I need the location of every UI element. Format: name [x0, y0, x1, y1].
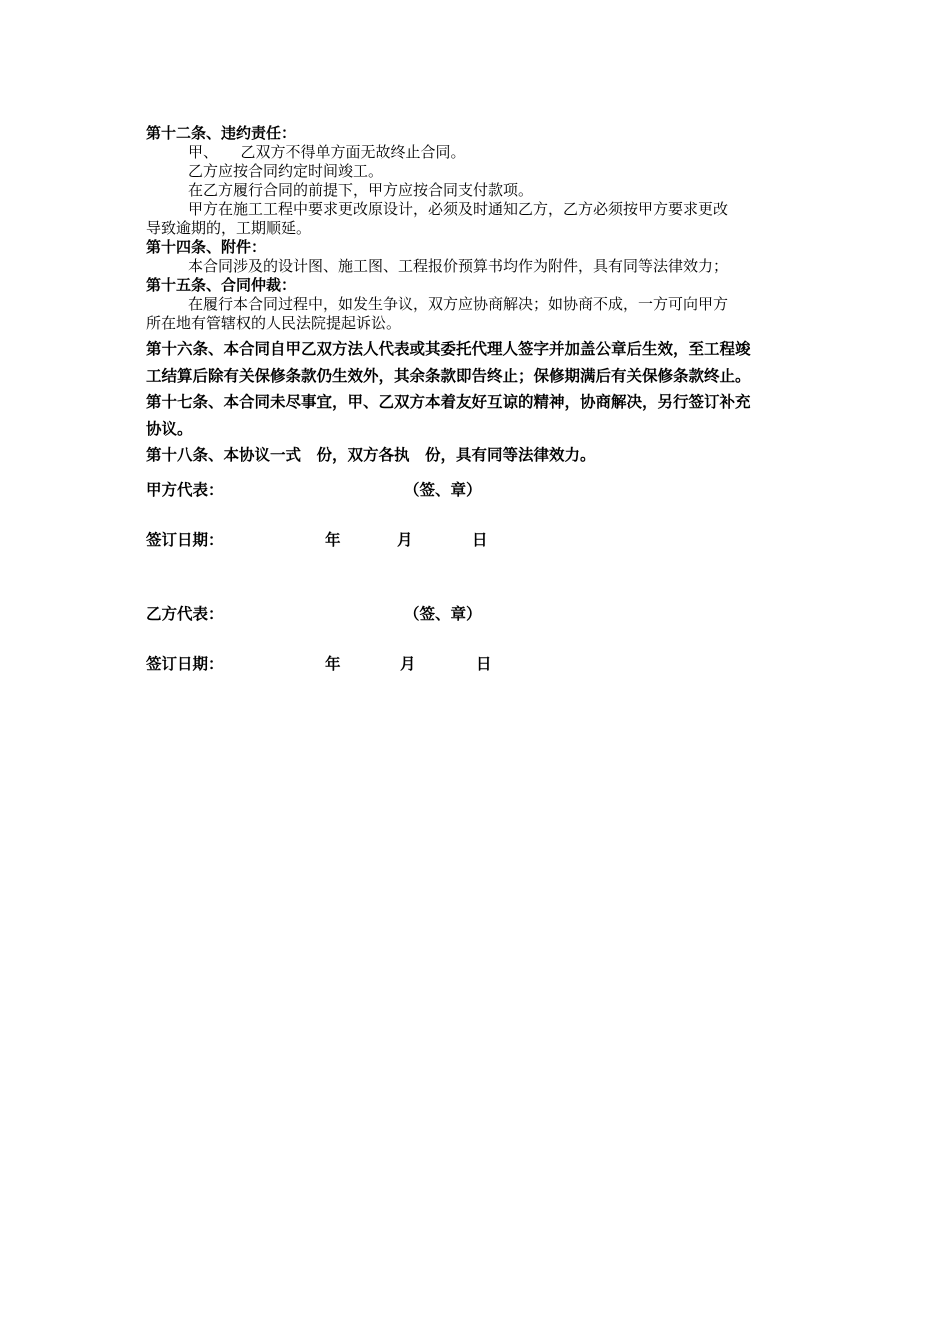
clause-12-line-2: 乙方应按合同约定时间竣工。 [188, 162, 384, 180]
date-a-month: 月 [397, 531, 413, 549]
date-a-label: 签订日期： [146, 531, 224, 549]
clause-14-line-1: 本合同涉及的设计图、施工图、工程报价预算书均作为附件，具有同等法律效力； [188, 257, 729, 275]
clause-16-line-1: 第十六条、本合同自甲乙双方法人代表或其委托代理人签字并加盖公章后生效，至工程竣 [146, 340, 751, 358]
date-b-label: 签订日期： [146, 655, 224, 673]
date-b-year: 年 [325, 655, 341, 673]
date-a-day: 日 [472, 531, 488, 549]
clause-17-line-2: 协议。 [146, 419, 193, 438]
date-a-year: 年 [325, 531, 341, 549]
clause-15-title: 第十五条、合同仲裁： [146, 276, 297, 294]
party-b-stamp: （签、章） [404, 605, 482, 623]
date-b-month: 月 [400, 655, 416, 673]
clause-16-line-2: 工结算后除有关保修条款仍生效外，其余条款即告终止；保修期满后有关保修条款终止。 [146, 366, 751, 385]
party-b-label: 乙方代表： [146, 605, 224, 623]
clause-12-line-4: 甲方在施工工程中要求更改原设计，必须及时通知乙方，乙方必须按甲方要求更改 [188, 200, 729, 218]
clause-18-line-1: 第十八条、本协议一式 份，双方各执 份，具有同等法律效力。 [146, 446, 596, 464]
clause-15-line-2: 所在地有管辖权的人民法院提起诉讼。 [146, 314, 402, 332]
clause-12-title: 第十二条、违约责任： [146, 124, 297, 142]
clause-12-line-1: 甲、 乙双方不得单方面无故终止合同。 [188, 143, 466, 161]
contract-body [146, 124, 811, 469]
clause-12-line-5: 导致逾期的，工期顺延。 [146, 219, 312, 237]
clause-17-line-1: 第十七条、本合同未尽事宜，甲、乙双方本着友好互谅的精神，协商解决，另行签订补充 [146, 393, 751, 411]
clause-12-line-3: 在乙方履行合同的前提下，甲方应按合同支付款项。 [188, 181, 534, 199]
clause-15-line-1: 在履行本合同过程中，如发生争议，双方应协商解决；如协商不成，一方可向甲方 [188, 295, 729, 313]
clause-14-title: 第十四条、附件： [146, 238, 267, 256]
date-b-day: 日 [476, 655, 492, 673]
party-a-label: 甲方代表： [146, 481, 224, 499]
party-a-stamp: （签、章） [404, 481, 482, 499]
